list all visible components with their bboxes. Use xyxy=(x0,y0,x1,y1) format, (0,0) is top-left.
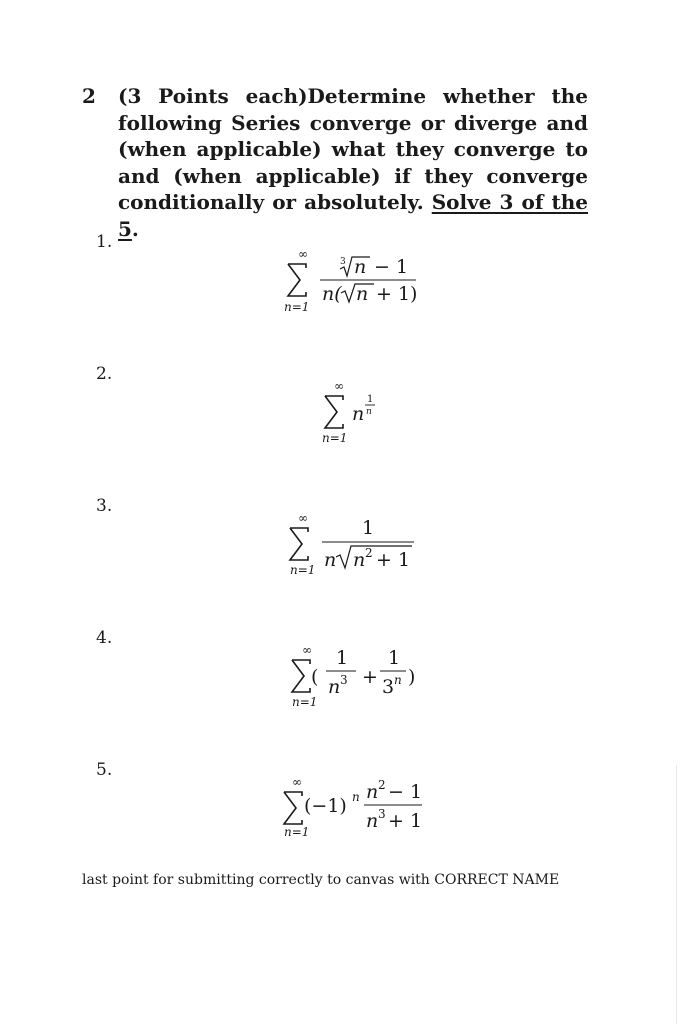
num-pow: 2 xyxy=(378,778,386,792)
problem-number: 2 xyxy=(82,84,96,108)
item-label-3: 3. xyxy=(96,496,113,516)
series-4 xyxy=(280,638,430,722)
num-rest: − 1 xyxy=(388,781,423,803)
sum-lower: n=1 xyxy=(322,431,348,445)
sum-lower: n=1 xyxy=(284,300,310,314)
prompt-intro: (3 Points each)Determine whether the following Series converge or diverge and (when applicable) what they converge to and (when applicable) if they converge conditionally or absolutely. xyxy=(118,84,588,214)
exp-den: n xyxy=(366,407,372,417)
sigma-icon xyxy=(288,264,306,296)
prompt-instruction-end: . xyxy=(131,216,139,241)
series-4-formula xyxy=(280,638,430,718)
f1-den-var: n xyxy=(328,676,341,698)
problem-prompt xyxy=(118,83,588,242)
den-prefix: n( xyxy=(322,283,342,305)
item-label-2: 2. xyxy=(96,364,113,384)
base: n xyxy=(352,403,365,425)
sum-upper: ∞ xyxy=(298,511,308,525)
open-paren: ( xyxy=(311,666,319,688)
footer-note: last point for submitting correctly to canvas with CORRECT NAME xyxy=(82,872,560,888)
sign: (−1) xyxy=(304,795,347,817)
sum-lower: n=1 xyxy=(284,825,310,839)
f1-num: 1 xyxy=(336,647,349,669)
f2-den-base: 3 xyxy=(382,676,395,698)
prompt-instruction: Solve 3 of the 5 xyxy=(118,190,589,241)
den-var: n xyxy=(366,810,379,832)
series-2 xyxy=(312,374,402,458)
sigma-icon xyxy=(290,528,308,560)
close-paren: ) xyxy=(408,666,416,688)
sum-upper: ∞ xyxy=(334,379,344,393)
sigma-icon xyxy=(325,396,343,428)
sum-upper: ∞ xyxy=(298,247,308,261)
den-rest: + 1 xyxy=(388,810,423,832)
num-rest: − 1 xyxy=(374,256,409,278)
f1-den-pow: 3 xyxy=(340,673,348,687)
series-3 xyxy=(276,506,426,590)
series-1-formula xyxy=(270,240,440,320)
num-var: n xyxy=(354,256,367,278)
series-5 xyxy=(272,770,442,854)
sign-pow: n xyxy=(352,790,360,804)
item-label-5: 5. xyxy=(96,760,113,780)
f2-den-pow: n xyxy=(394,673,402,687)
numerator: 1 xyxy=(362,517,375,539)
series-1 xyxy=(270,240,440,324)
den-var: n xyxy=(353,549,366,571)
sum-upper: ∞ xyxy=(302,643,312,657)
den-rest: + 1) xyxy=(376,283,418,305)
den-rest: + 1 xyxy=(376,549,411,571)
series-5-formula xyxy=(272,770,442,850)
sum-upper: ∞ xyxy=(292,775,302,789)
sigma-icon xyxy=(284,792,302,824)
num-var: n xyxy=(366,781,379,803)
den-pow: 3 xyxy=(378,807,386,821)
plus: + xyxy=(362,666,378,688)
den-var: n xyxy=(356,283,369,305)
item-label-1: 1. xyxy=(96,232,113,252)
series-3-formula xyxy=(276,506,426,586)
den-prefix: n xyxy=(324,549,337,571)
sigma-icon xyxy=(292,660,310,692)
item-label-4: 4. xyxy=(96,628,113,648)
series-2-formula xyxy=(312,374,402,454)
den-pow: 2 xyxy=(365,546,373,560)
f2-num: 1 xyxy=(388,647,401,669)
page-edge-divider xyxy=(676,765,677,1024)
exp-num: 1 xyxy=(367,394,374,405)
root-index: 3 xyxy=(340,257,346,267)
sum-lower: n=1 xyxy=(292,695,318,709)
sum-lower: n=1 xyxy=(290,563,316,577)
